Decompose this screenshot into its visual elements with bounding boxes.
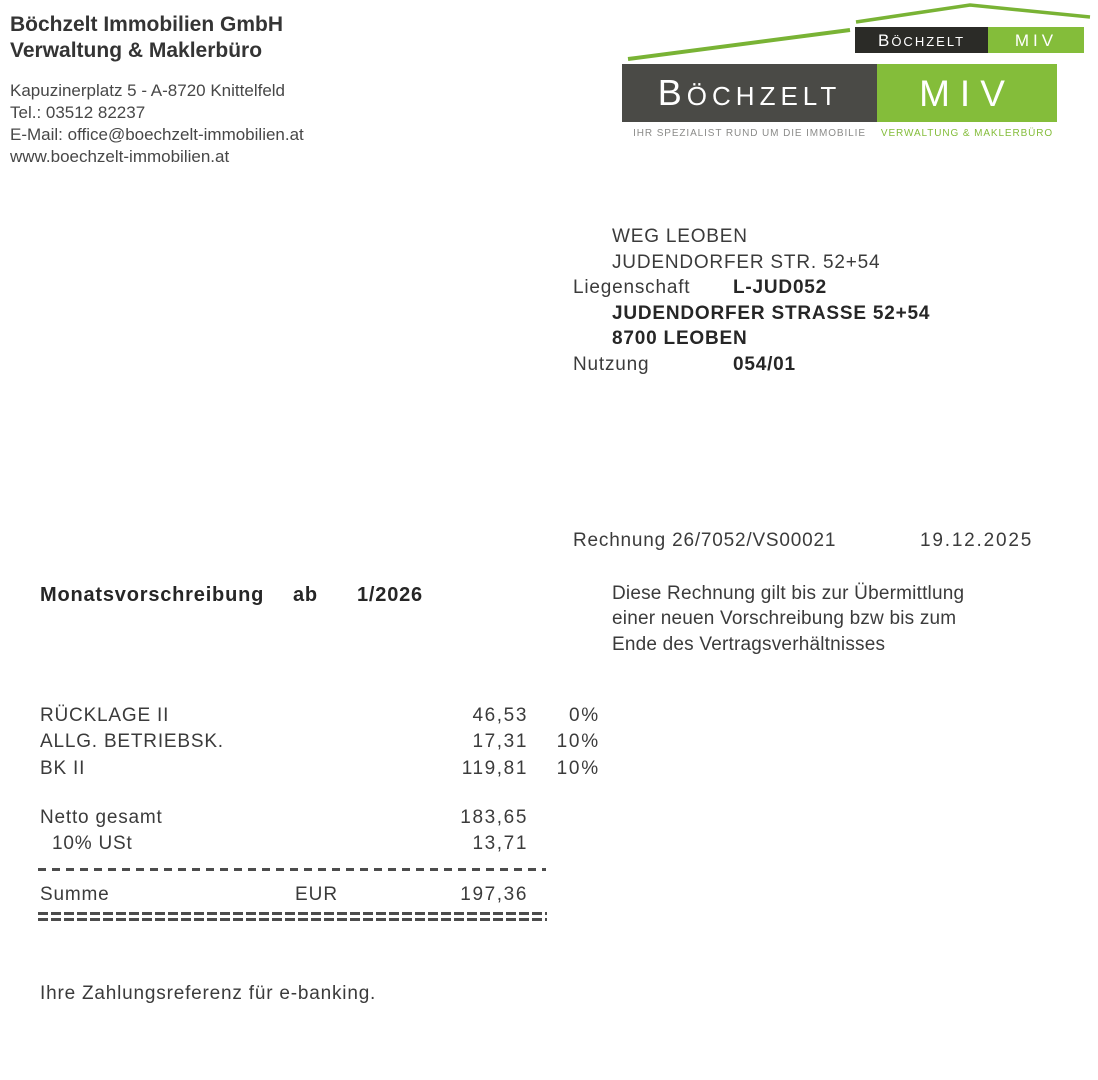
- logo-tagline-right: VERWALTUNG & MAKLERBÜRO: [880, 128, 1054, 139]
- item-amount: 119,81: [461, 757, 528, 779]
- logo-miv-box: [877, 64, 1057, 122]
- logo-tagline-left: IHR SPEZIALIST RUND UM DIE IMMOBILIE: [633, 128, 866, 139]
- invoice-number: Rechnung 26/7052/VS00021: [573, 530, 837, 551]
- logo-small-brand-box: [855, 27, 988, 53]
- payment-reference-note: Ihre Zahlungsreferenz für e-banking.: [40, 983, 377, 1004]
- net-total-label: Netto gesamt: [40, 807, 163, 828]
- sender-website: www.boechzelt-immobilien.at: [10, 147, 230, 166]
- sender-email: E-Mail: office@boechzelt-immobilien.at: [10, 125, 304, 144]
- logo-miv-text: MIV: [919, 72, 1015, 114]
- roof-icon: [618, 0, 868, 70]
- invoice-number-line: [573, 530, 1073, 554]
- validity-note: [612, 581, 964, 657]
- recipient-line1: WEG LEOBEN: [612, 226, 748, 247]
- sender-block: [10, 12, 304, 168]
- company-logo-small: [848, 0, 1098, 62]
- item-label: BK II: [40, 757, 86, 779]
- property-city: 8700 LEOBEN: [612, 328, 748, 349]
- subject-line: [40, 584, 520, 608]
- item-vat-rate: 0%: [568, 705, 600, 726]
- liegenschaft-label: Liegenschaft: [573, 277, 691, 298]
- item-amount: 46,53: [472, 705, 528, 726]
- item-amount: 17,31: [472, 731, 528, 753]
- item-row: [40, 758, 610, 784]
- item-vat-rate: 10%: [556, 731, 600, 753]
- item-label: ALLG. BETRIEBSK.: [40, 731, 224, 753]
- nutzung-value: 054/01: [733, 353, 796, 375]
- grand-total-amount: 197,36: [460, 884, 528, 905]
- item-row: [40, 705, 610, 731]
- property-street: JUDENDORFER STRASSE 52+54: [612, 302, 931, 324]
- roof-icon-small: [848, 0, 1098, 26]
- net-total-amount: 183,65: [460, 807, 528, 828]
- recipient-block: [573, 224, 930, 377]
- sender-street: Kapuzinerplatz 5 - A-8720 Knittelfeld: [10, 81, 286, 100]
- double-dashed-separator: [38, 912, 547, 921]
- logo-small-brand-text: BÖCHZELT: [877, 30, 966, 50]
- dashed-separator: [38, 868, 546, 871]
- net-total-row: [40, 807, 610, 833]
- grand-total-row: [40, 884, 610, 910]
- vat-total-row: [40, 833, 610, 859]
- validity-line: Diese Rechnung gilt bis zur Übermittlung: [612, 583, 965, 604]
- logo-brand-text: BÖCHZELT: [657, 72, 842, 113]
- logo-brand-box: [622, 64, 877, 122]
- validity-line: Ende des Vertragsverhältnisses: [612, 633, 886, 655]
- line-items: [40, 705, 610, 784]
- vat-total-label: 10% USt: [52, 833, 133, 855]
- currency-label: EUR: [295, 884, 339, 905]
- vat-total-amount: 13,71: [472, 833, 528, 855]
- sender-phone: Tel.: 03512 82237: [10, 103, 146, 122]
- invoice-date: 19.12.2025: [920, 530, 1034, 551]
- item-vat-rate: 10%: [556, 757, 600, 779]
- grand-total-label: Summe: [40, 884, 110, 905]
- validity-line: einer neuen Vorschreibung bzw bis zum: [612, 608, 957, 630]
- liegenschaft-value: L-JUD052: [733, 277, 828, 298]
- logo-small-miv-text: MIV: [1014, 30, 1058, 50]
- subject-period: 1/2026: [357, 584, 423, 606]
- sender-name: Böchzelt Immobilien GmbH: [10, 13, 284, 36]
- nutzung-label: Nutzung: [573, 353, 650, 375]
- subject-label: Monatsvorschreibung: [40, 584, 265, 606]
- subject-ab: ab: [293, 584, 318, 606]
- item-label: RÜCKLAGE II: [40, 705, 170, 726]
- recipient-line2: JUDENDORFER STR. 52+54: [612, 251, 881, 273]
- totals-block: [40, 807, 610, 860]
- item-row: [40, 731, 610, 757]
- sender-subtitle: Verwaltung & Maklerbüro: [10, 39, 263, 62]
- logo-small-miv-box: [988, 27, 1084, 53]
